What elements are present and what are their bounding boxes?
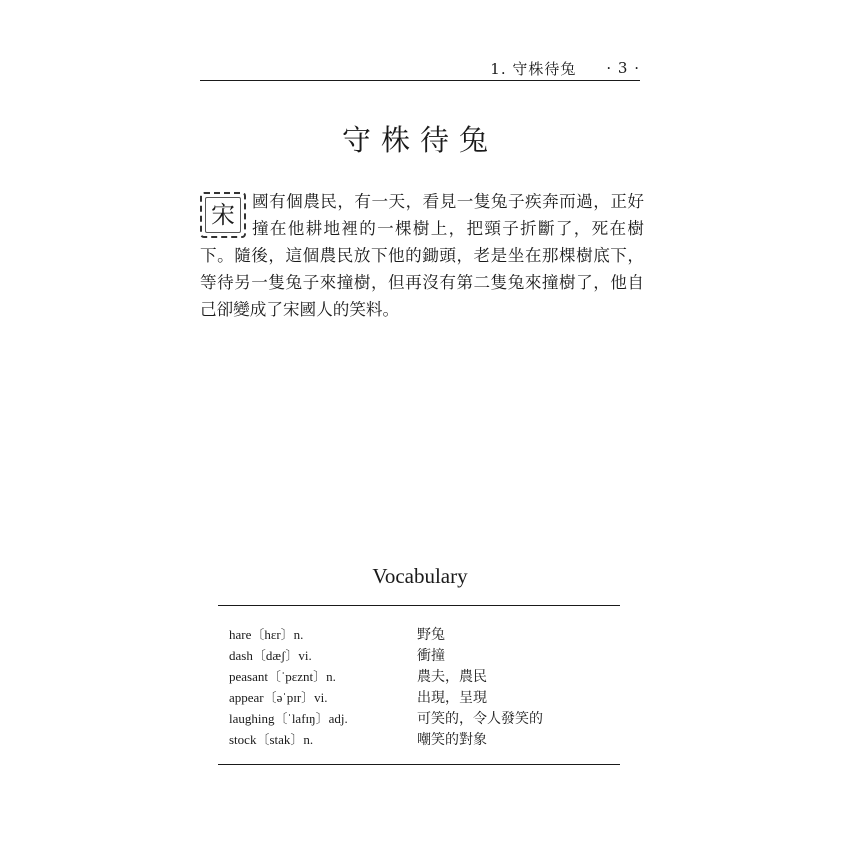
vocabulary-meaning: 嘲笑的對象 xyxy=(417,731,487,748)
vocabulary-term: hare〔hɛr〕n. xyxy=(229,627,304,642)
vocabulary-term: appear〔əˈpɪr〕vi. xyxy=(229,690,328,705)
vocabulary-meaning: 出現，呈現 xyxy=(417,689,487,706)
vocabulary-bottom-rule xyxy=(218,764,620,765)
vocabulary-entry xyxy=(229,686,619,707)
vocabulary-meaning: 衝撞 xyxy=(417,647,445,664)
vocabulary-term: peasant〔ˈpɛznt〕n. xyxy=(229,669,336,684)
vocabulary-meaning: 野兔 xyxy=(417,626,445,643)
running-head xyxy=(200,56,640,80)
vocabulary-meaning: 可笑的，令人發笑的 xyxy=(417,710,543,727)
vocabulary-top-rule xyxy=(218,605,620,606)
chapter-label: 1. 守株待兔 xyxy=(490,59,577,78)
vocabulary-term: laughing〔ˈlafɪŋ〕adj. xyxy=(229,711,348,726)
vocabulary-meaning: 農夫，農民 xyxy=(417,668,487,685)
vocabulary-entry xyxy=(229,665,619,686)
page-number: · 3 · xyxy=(606,59,640,77)
story-paragraph: 國有個農民，有一天，看見一隻兔子疾奔而過，正好撞在他耕地裡的一棵樹上，把頸子折斷了，死在樹下。隨後，這個農民放下他的鋤頭，老是坐在那棵樹底下，等待另一隻兔子來撞樹，但再沒有第二隻兔來撞樹了，他自己卻變成了宋國人的笑料。 xyxy=(200,192,644,319)
drop-cap: 宋 xyxy=(205,197,241,233)
vocabulary-term: stock〔stak〕n. xyxy=(229,732,314,747)
story-body xyxy=(200,188,644,323)
page-title: 守株待兔 xyxy=(341,123,498,157)
vocabulary-entry xyxy=(229,644,619,665)
drop-cap-frame xyxy=(200,192,246,238)
vocabulary-entry xyxy=(229,707,619,728)
vocabulary-heading: Vocabulary xyxy=(372,564,468,588)
vocabulary-list xyxy=(229,623,619,749)
vocabulary-entry xyxy=(229,728,619,749)
header-rule xyxy=(200,80,640,81)
vocabulary-term: dash〔dæʃ〕vi. xyxy=(229,648,312,663)
vocabulary-entry xyxy=(229,623,619,644)
